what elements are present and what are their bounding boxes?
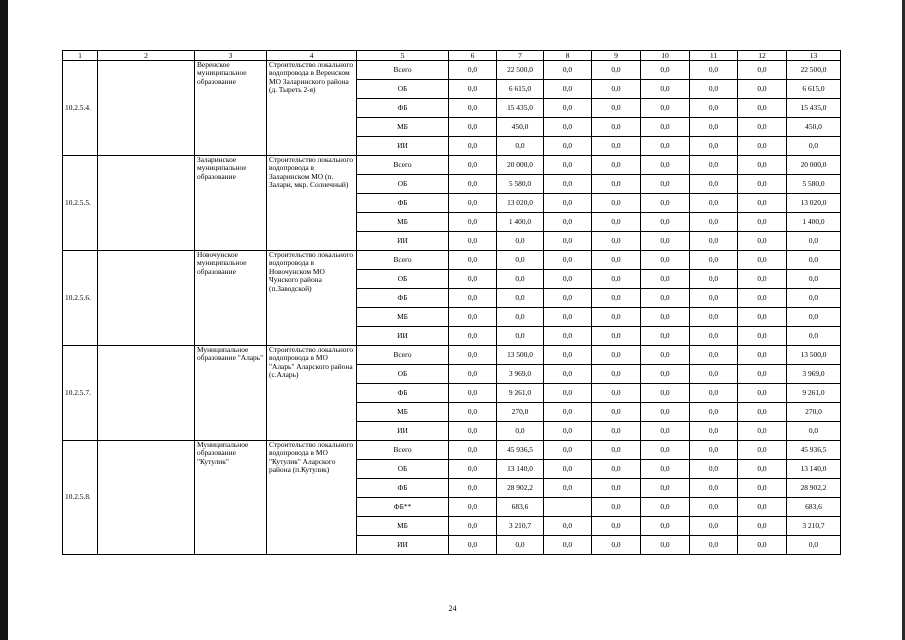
amount-cell: 0,0 bbox=[449, 441, 497, 460]
amount-cell: 0,0 bbox=[690, 232, 738, 251]
measure-description-cell: Строительство локального водопровода в Веренском МО Заларинского района (д. Тыреть 2-я) bbox=[267, 61, 357, 156]
amount-cell: 0,0 bbox=[544, 232, 592, 251]
amount-cell: 0,0 bbox=[592, 251, 641, 270]
amount-cell: 0,0 bbox=[544, 346, 592, 365]
funding-source-cell: МБ bbox=[357, 403, 449, 422]
amount-cell: 0,0 bbox=[641, 175, 690, 194]
funding-source-cell: Всего bbox=[357, 441, 449, 460]
amount-cell: 0,0 bbox=[592, 441, 641, 460]
amount-cell: 28 902,2 bbox=[787, 479, 841, 498]
amount-cell: 3 210,7 bbox=[497, 517, 544, 536]
funding-source-cell: ОБ bbox=[357, 460, 449, 479]
empty-column-2-cell bbox=[98, 61, 195, 156]
funding-source-cell: ИИ bbox=[357, 536, 449, 555]
amount-cell: 0,0 bbox=[738, 61, 787, 80]
column-number-cell: 4 bbox=[267, 51, 357, 61]
amount-cell: 270,0 bbox=[497, 403, 544, 422]
amount-cell: 0,0 bbox=[449, 137, 497, 156]
amount-cell: 0,0 bbox=[592, 61, 641, 80]
amount-cell: 0,0 bbox=[497, 137, 544, 156]
amount-cell: 13 500,0 bbox=[787, 346, 841, 365]
amount-cell: 0,0 bbox=[690, 536, 738, 555]
amount-cell: 0,0 bbox=[544, 99, 592, 118]
amount-cell: 0,0 bbox=[592, 479, 641, 498]
column-number-cell: 2 bbox=[98, 51, 195, 61]
amount-cell: 450,0 bbox=[787, 118, 841, 137]
amount-cell: 6 615,0 bbox=[787, 80, 841, 99]
amount-cell: 0,0 bbox=[544, 118, 592, 137]
amount-cell: 0,0 bbox=[544, 327, 592, 346]
amount-cell: 0,0 bbox=[738, 194, 787, 213]
column-number-cell: 13 bbox=[787, 51, 841, 61]
amount-cell: 0,0 bbox=[497, 327, 544, 346]
funding-source-cell: ФБ bbox=[357, 99, 449, 118]
amount-cell: 0,0 bbox=[449, 308, 497, 327]
amount-cell: 9 261,0 bbox=[497, 384, 544, 403]
amount-cell: 0,0 bbox=[641, 422, 690, 441]
measure-description-cell: Строительство локального водопровода в Заларинском МО (п. Залари, мкр. Солнечный) bbox=[267, 156, 357, 251]
amount-cell: 0,0 bbox=[787, 308, 841, 327]
empty-column-2-cell bbox=[98, 346, 195, 441]
amount-cell: 0,0 bbox=[641, 61, 690, 80]
amount-cell: 0,0 bbox=[690, 479, 738, 498]
amount-cell: 0,0 bbox=[544, 536, 592, 555]
amount-cell: 0,0 bbox=[497, 289, 544, 308]
amount-cell: 0,0 bbox=[544, 137, 592, 156]
measure-code-cell: 10.2.5.6. bbox=[63, 251, 98, 346]
amount-cell: 20 000,0 bbox=[497, 156, 544, 175]
amount-cell: 0,0 bbox=[641, 346, 690, 365]
amount-cell: 0,0 bbox=[497, 232, 544, 251]
amount-cell: 3 969,0 bbox=[497, 365, 544, 384]
funding-source-cell: ИИ bbox=[357, 137, 449, 156]
amount-cell: 15 435,0 bbox=[497, 99, 544, 118]
amount-cell: 0,0 bbox=[787, 232, 841, 251]
amount-cell: 0,0 bbox=[690, 327, 738, 346]
amount-cell: 0,0 bbox=[738, 137, 787, 156]
amount-cell: 9 261,0 bbox=[787, 384, 841, 403]
amount-cell: 20 000,0 bbox=[787, 156, 841, 175]
amount-cell: 0,0 bbox=[592, 327, 641, 346]
amount-cell: 0,0 bbox=[592, 213, 641, 232]
funding-source-cell: МБ bbox=[357, 517, 449, 536]
funding-source-cell: ОБ bbox=[357, 80, 449, 99]
amount-cell: 0,0 bbox=[544, 441, 592, 460]
funding-source-cell: ФБ bbox=[357, 194, 449, 213]
amount-cell: 0,0 bbox=[690, 175, 738, 194]
program-financing-table bbox=[62, 50, 841, 555]
table-row bbox=[63, 441, 841, 460]
amount-cell: 0,0 bbox=[641, 479, 690, 498]
amount-cell: 0,0 bbox=[449, 460, 497, 479]
amount-cell: 0,0 bbox=[544, 308, 592, 327]
amount-cell: 0,0 bbox=[738, 403, 787, 422]
amount-cell: 0,0 bbox=[738, 384, 787, 403]
amount-cell: 0,0 bbox=[592, 232, 641, 251]
amount-cell: 0,0 bbox=[690, 441, 738, 460]
column-number-cell: 3 bbox=[195, 51, 267, 61]
funding-source-cell: МБ bbox=[357, 308, 449, 327]
amount-cell: 0,0 bbox=[544, 460, 592, 479]
municipality-cell: Заларинское муниципальное образование bbox=[195, 156, 267, 251]
amount-cell: 0,0 bbox=[738, 365, 787, 384]
amount-cell: 0,0 bbox=[690, 251, 738, 270]
municipality-cell: Новочунское муниципальное образование bbox=[195, 251, 267, 346]
amount-cell: 0,0 bbox=[641, 99, 690, 118]
column-number-cell: 7 bbox=[497, 51, 544, 61]
amount-cell: 0,0 bbox=[544, 175, 592, 194]
funding-source-cell: ИИ bbox=[357, 232, 449, 251]
amount-cell: 0,0 bbox=[449, 61, 497, 80]
amount-cell: 0,0 bbox=[641, 460, 690, 479]
table-row bbox=[63, 61, 841, 80]
amount-cell: 0,0 bbox=[641, 80, 690, 99]
amount-cell: 0,0 bbox=[497, 270, 544, 289]
amount-cell: 0,0 bbox=[641, 384, 690, 403]
amount-cell: 0,0 bbox=[690, 346, 738, 365]
amount-cell: 0,0 bbox=[690, 403, 738, 422]
amount-cell: 0,0 bbox=[592, 270, 641, 289]
amount-cell bbox=[544, 498, 592, 517]
funding-source-cell: ИИ bbox=[357, 327, 449, 346]
column-number-cell: 12 bbox=[738, 51, 787, 61]
amount-cell: 0,0 bbox=[592, 137, 641, 156]
amount-cell: 0,0 bbox=[449, 232, 497, 251]
amount-cell: 0,0 bbox=[544, 61, 592, 80]
amount-cell: 0,0 bbox=[449, 213, 497, 232]
amount-cell: 0,0 bbox=[449, 175, 497, 194]
amount-cell: 0,0 bbox=[738, 213, 787, 232]
amount-cell: 0,0 bbox=[641, 441, 690, 460]
funding-source-cell: ФБ bbox=[357, 289, 449, 308]
amount-cell: 0,0 bbox=[738, 346, 787, 365]
amount-cell: 0,0 bbox=[690, 194, 738, 213]
amount-cell: 0,0 bbox=[449, 156, 497, 175]
amount-cell: 0,0 bbox=[592, 99, 641, 118]
column-number-cell: 5 bbox=[357, 51, 449, 61]
amount-cell: 0,0 bbox=[641, 137, 690, 156]
amount-cell: 0,0 bbox=[690, 517, 738, 536]
amount-cell: 0,0 bbox=[449, 422, 497, 441]
amount-cell: 0,0 bbox=[738, 498, 787, 517]
column-number-cell: 9 bbox=[592, 51, 641, 61]
table-row bbox=[63, 251, 841, 270]
amount-cell: 0,0 bbox=[449, 270, 497, 289]
empty-column-2-cell bbox=[98, 156, 195, 251]
amount-cell: 0,0 bbox=[787, 137, 841, 156]
amount-cell: 3 969,0 bbox=[787, 365, 841, 384]
amount-cell: 0,0 bbox=[592, 498, 641, 517]
amount-cell: 0,0 bbox=[690, 460, 738, 479]
amount-cell: 0,0 bbox=[449, 327, 497, 346]
amount-cell: 0,0 bbox=[592, 403, 641, 422]
amount-cell: 0,0 bbox=[592, 80, 641, 99]
amount-cell: 0,0 bbox=[690, 365, 738, 384]
amount-cell: 0,0 bbox=[497, 308, 544, 327]
empty-column-2-cell bbox=[98, 251, 195, 346]
amount-cell: 0,0 bbox=[738, 479, 787, 498]
amount-cell: 683,6 bbox=[497, 498, 544, 517]
funding-source-cell: ФБ bbox=[357, 479, 449, 498]
amount-cell: 0,0 bbox=[449, 251, 497, 270]
amount-cell: 0,0 bbox=[592, 175, 641, 194]
funding-source-cell: ОБ bbox=[357, 175, 449, 194]
measure-description-cell: Строительство локального водопровода в МО "Аларь" Аларского района (с.Аларь) bbox=[267, 346, 357, 441]
amount-cell: 0,0 bbox=[738, 232, 787, 251]
amount-cell: 0,0 bbox=[592, 156, 641, 175]
amount-cell: 0,0 bbox=[690, 61, 738, 80]
amount-cell: 0,0 bbox=[738, 422, 787, 441]
amount-cell: 0,0 bbox=[690, 213, 738, 232]
amount-cell: 0,0 bbox=[592, 384, 641, 403]
amount-cell: 0,0 bbox=[787, 251, 841, 270]
amount-cell: 1 400,0 bbox=[787, 213, 841, 232]
amount-cell: 0,0 bbox=[592, 365, 641, 384]
amount-cell: 0,0 bbox=[690, 137, 738, 156]
amount-cell: 0,0 bbox=[641, 194, 690, 213]
funding-source-cell: МБ bbox=[357, 118, 449, 137]
measure-code-cell: 10.2.5.4. bbox=[63, 61, 98, 156]
amount-cell: 0,0 bbox=[690, 422, 738, 441]
amount-cell: 0,0 bbox=[497, 251, 544, 270]
amount-cell: 15 435,0 bbox=[787, 99, 841, 118]
amount-cell: 0,0 bbox=[592, 536, 641, 555]
amount-cell: 0,0 bbox=[738, 327, 787, 346]
amount-cell: 0,0 bbox=[641, 498, 690, 517]
municipality-cell: Муниципальное образование "Кутулик" bbox=[195, 441, 267, 555]
amount-cell: 0,0 bbox=[690, 80, 738, 99]
amount-cell: 0,0 bbox=[738, 441, 787, 460]
amount-cell: 0,0 bbox=[544, 384, 592, 403]
amount-cell: 0,0 bbox=[738, 536, 787, 555]
amount-cell: 0,0 bbox=[641, 536, 690, 555]
measure-description-cell: Строительство локального водопровода в Новочунском МО Чунского района (п.Заводской) bbox=[267, 251, 357, 346]
amount-cell: 45 936,5 bbox=[497, 441, 544, 460]
table-row bbox=[63, 346, 841, 365]
amount-cell: 0,0 bbox=[641, 308, 690, 327]
amount-cell: 0,0 bbox=[544, 213, 592, 232]
amount-cell: 3 210,7 bbox=[787, 517, 841, 536]
amount-cell: 0,0 bbox=[544, 289, 592, 308]
amount-cell: 0,0 bbox=[449, 384, 497, 403]
amount-cell: 0,0 bbox=[641, 118, 690, 137]
amount-cell: 0,0 bbox=[592, 460, 641, 479]
amount-cell: 0,0 bbox=[449, 194, 497, 213]
amount-cell: 0,0 bbox=[690, 118, 738, 137]
amount-cell: 0,0 bbox=[641, 232, 690, 251]
amount-cell: 13 140,0 bbox=[497, 460, 544, 479]
amount-cell: 0,0 bbox=[544, 517, 592, 536]
amount-cell: 0,0 bbox=[544, 80, 592, 99]
amount-cell: 0,0 bbox=[690, 289, 738, 308]
amount-cell: 0,0 bbox=[592, 289, 641, 308]
amount-cell: 0,0 bbox=[449, 346, 497, 365]
amount-cell: 450,0 bbox=[497, 118, 544, 137]
amount-cell: 0,0 bbox=[449, 479, 497, 498]
amount-cell: 0,0 bbox=[449, 517, 497, 536]
municipality-cell: Муниципальное образование "Аларь" bbox=[195, 346, 267, 441]
measure-code-cell: 10.2.5.7. bbox=[63, 346, 98, 441]
amount-cell: 0,0 bbox=[690, 308, 738, 327]
amount-cell: 0,0 bbox=[544, 365, 592, 384]
amount-cell: 0,0 bbox=[449, 118, 497, 137]
funding-source-cell: ИИ bbox=[357, 422, 449, 441]
municipality-cell: Веренское муниципальное образование bbox=[195, 61, 267, 156]
amount-cell: 0,0 bbox=[449, 365, 497, 384]
amount-cell: 0,0 bbox=[738, 80, 787, 99]
amount-cell: 0,0 bbox=[592, 422, 641, 441]
amount-cell: 0,0 bbox=[738, 289, 787, 308]
funding-source-cell: Всего bbox=[357, 61, 449, 80]
amount-cell: 0,0 bbox=[544, 479, 592, 498]
amount-cell: 0,0 bbox=[544, 422, 592, 441]
amount-cell: 0,0 bbox=[497, 536, 544, 555]
amount-cell: 13 020,0 bbox=[497, 194, 544, 213]
amount-cell: 0,0 bbox=[641, 327, 690, 346]
funding-source-cell: ОБ bbox=[357, 270, 449, 289]
amount-cell: 0,0 bbox=[544, 251, 592, 270]
amount-cell: 0,0 bbox=[738, 156, 787, 175]
amount-cell: 0,0 bbox=[641, 270, 690, 289]
funding-source-cell: Всего bbox=[357, 346, 449, 365]
amount-cell: 1 400,0 bbox=[497, 213, 544, 232]
amount-cell: 13 140,0 bbox=[787, 460, 841, 479]
amount-cell: 0,0 bbox=[449, 289, 497, 308]
amount-cell: 683,6 bbox=[787, 498, 841, 517]
amount-cell: 0,0 bbox=[738, 270, 787, 289]
amount-cell: 0,0 bbox=[544, 270, 592, 289]
amount-cell: 0,0 bbox=[690, 156, 738, 175]
amount-cell: 0,0 bbox=[641, 251, 690, 270]
amount-cell: 0,0 bbox=[690, 99, 738, 118]
amount-cell: 0,0 bbox=[449, 80, 497, 99]
amount-cell: 5 580,0 bbox=[497, 175, 544, 194]
amount-cell: 13 500,0 bbox=[497, 346, 544, 365]
funding-source-cell: Всего bbox=[357, 251, 449, 270]
amount-cell: 28 902,2 bbox=[497, 479, 544, 498]
measure-code-cell: 10.2.5.8. bbox=[63, 441, 98, 555]
amount-cell: 0,0 bbox=[641, 213, 690, 232]
amount-cell: 0,0 bbox=[787, 536, 841, 555]
column-number-cell: 11 bbox=[690, 51, 738, 61]
amount-cell: 0,0 bbox=[544, 194, 592, 213]
amount-cell: 0,0 bbox=[787, 327, 841, 346]
amount-cell: 45 936,5 bbox=[787, 441, 841, 460]
amount-cell: 0,0 bbox=[497, 422, 544, 441]
amount-cell: 0,0 bbox=[641, 517, 690, 536]
amount-cell: 0,0 bbox=[738, 118, 787, 137]
amount-cell: 0,0 bbox=[592, 346, 641, 365]
table-row bbox=[63, 156, 841, 175]
amount-cell: 0,0 bbox=[592, 517, 641, 536]
amount-cell: 22 500,0 bbox=[787, 61, 841, 80]
amount-cell: 6 615,0 bbox=[497, 80, 544, 99]
amount-cell: 0,0 bbox=[641, 156, 690, 175]
page-number: 24 bbox=[448, 604, 457, 613]
amount-cell: 0,0 bbox=[641, 289, 690, 308]
amount-cell: 270,0 bbox=[787, 403, 841, 422]
funding-source-cell: ОБ bbox=[357, 365, 449, 384]
amount-cell: 0,0 bbox=[787, 422, 841, 441]
amount-cell: 0,0 bbox=[787, 289, 841, 308]
funding-source-cell: МБ bbox=[357, 213, 449, 232]
amount-cell: 0,0 bbox=[690, 498, 738, 517]
amount-cell: 0,0 bbox=[738, 460, 787, 479]
amount-cell: 0,0 bbox=[641, 365, 690, 384]
amount-cell: 22 500,0 bbox=[497, 61, 544, 80]
funding-source-cell: ФБ** bbox=[357, 498, 449, 517]
funding-source-cell: ФБ bbox=[357, 384, 449, 403]
amount-cell: 0,0 bbox=[738, 251, 787, 270]
amount-cell: 0,0 bbox=[738, 308, 787, 327]
amount-cell: 0,0 bbox=[449, 498, 497, 517]
amount-cell: 0,0 bbox=[449, 536, 497, 555]
amount-cell: 0,0 bbox=[738, 99, 787, 118]
empty-column-2-cell bbox=[98, 441, 195, 555]
amount-cell: 0,0 bbox=[738, 517, 787, 536]
amount-cell: 0,0 bbox=[690, 270, 738, 289]
amount-cell: 0,0 bbox=[641, 403, 690, 422]
column-number-cell: 10 bbox=[641, 51, 690, 61]
amount-cell: 0,0 bbox=[787, 270, 841, 289]
amount-cell: 0,0 bbox=[592, 118, 641, 137]
amount-cell: 0,0 bbox=[592, 194, 641, 213]
amount-cell: 0,0 bbox=[738, 175, 787, 194]
amount-cell: 0,0 bbox=[544, 403, 592, 422]
amount-cell: 13 020,0 bbox=[787, 194, 841, 213]
funding-source-cell: Всего bbox=[357, 156, 449, 175]
column-number-cell: 1 bbox=[63, 51, 98, 61]
measure-code-cell: 10.2.5.5. bbox=[63, 156, 98, 251]
scan-edge-left bbox=[0, 0, 8, 640]
measure-description-cell: Строительство локального водопровода в МО "Кутулик" Аларского района (п.Кутулик) bbox=[267, 441, 357, 555]
amount-cell: 0,0 bbox=[449, 99, 497, 118]
amount-cell: 0,0 bbox=[690, 384, 738, 403]
amount-cell: 0,0 bbox=[449, 403, 497, 422]
amount-cell: 0,0 bbox=[544, 156, 592, 175]
column-number-cell: 6 bbox=[449, 51, 497, 61]
amount-cell: 0,0 bbox=[592, 308, 641, 327]
column-number-header-row bbox=[63, 51, 841, 61]
amount-cell: 5 580,0 bbox=[787, 175, 841, 194]
column-number-cell: 8 bbox=[544, 51, 592, 61]
